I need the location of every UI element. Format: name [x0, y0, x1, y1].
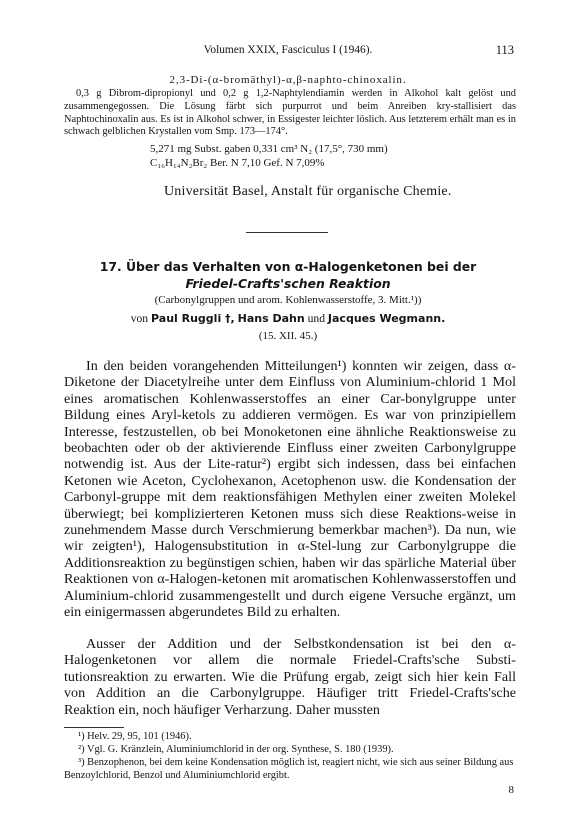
article-title-line-1: 17. Über das Verhalten von α-Halogenketonen bei der: [99, 259, 477, 274]
authors-prefix: von: [130, 312, 149, 325]
analysis-line-2: C₁₆H₁₄N₂Br₂ Ber. N 7,10 Gef. N 7,09%: [150, 157, 325, 169]
article-subtitle: (Carbonylgruppen und arom. Kohlenwasserstoffe, 3. Mitt.¹)): [154, 294, 422, 306]
analysis-line-1: 5,271 mg Subst. gaben 0,331 cm³ N₂ (17,5°, 730 mm): [150, 143, 388, 155]
paragraph-2-text: Ausser der Addition und der Selbstkondensation ist bei den α-Halogenketonen vor allem die normale Friedel-Crafts'sche Substi-tutionsreaktion zu erwarten. Wie die Prüfung ergab, zeigt sich hier kein Fall von Addition an die Carbonylgruppe. Häufiger tritt Friedel-Crafts'sche Reaktion ein, noch häufiger Verharzung. Daher mussten: [64, 636, 516, 718]
running-header: Volumen XXIX, Fasciculus I (1946).: [203, 44, 373, 56]
paragraph-1-text: In den beiden vorangehenden Mitteilungen¹) konnten wir zeigen, dass α-Diketone der Diacetylreihe unter dem Einfluss von Aluminium-chlorid 1 Mol eines aromatischen Kohlenwasserstoffes an einer Car-bonylgruppe unter Bildung eines Aryl-ketols zu addieren vermögen. Es war von prinzipiellem Interesse, festzustellen, ob bei Monoketonen eine ähnliche Reaktionsweise zu beobachten oder ob der aktivierende Einfluss einer zweiten Carbonylgruppe notwendig ist. Aus der Lite-ratur²) ergibt sich indessen, dass bei einfachen Ketonen wie Aceton, Cyclohexanon, Acetophenon usw. die Kondensation der Carbonyl-gruppe mit dem reaktionsfähigen Methylen einer zweiten Molekel überwiegt; bei komplizierteren Ketonen muss sich diese Reaktions-weise in zunehmendem Masse durch Verschmierung bemerkbar machen³). Da nun, wie wir zeigten¹), Halogensubstitution in α-Stel-lung zur Carbonylgruppe die Additionsreaktion zu begünstigen schien, haben wir das spärliche Material über Reaktionen von α-Halogen-ketonen mit aromatischen Kohlenwasserstoffen und Aluminium-chlorid zusammengestellt und durch eigene Versuche ergänzt, um ein einigermassen abgerundetes Bild zu erhalten.: [64, 358, 516, 621]
author-wegmann: Jacques Wegmann.: [327, 312, 446, 325]
section-divider: [246, 232, 328, 233]
body-paragraph-1: [64, 358, 516, 621]
footnote-rule: [64, 727, 124, 728]
received-date: (15. XII. 45.): [258, 330, 318, 342]
author-ruggli: Paul Ruggli †,: [151, 312, 235, 325]
footnote-1: ¹) Helv. 29, 95, 101 (1946).: [78, 731, 192, 742]
article-title: [0, 258, 576, 292]
signature-mark: 8: [508, 784, 514, 796]
footnote-2: ²) Vgl. G. Kränzlein, Aluminiumchlorid in der org. Synthese, S. 180 (1939).: [78, 744, 394, 755]
compound-heading: 2,3-Di-(α-bromäthyl)-α,β-naphto-chinoxalin.: [169, 74, 407, 86]
article-title-line-2: Friedel-Crafts'schen Reaktion: [185, 276, 391, 291]
footnotes: [64, 730, 516, 782]
compound-paragraph: 0,3 g Dibrom-dipropionyl und 0,2 g 1,2-Naphtylendiamin werden in Alkohol kalt gelöst und zusammengegossen. Die Lösung färbt sich purpurrot und beim Anreiben kry-stallisiert das Naphtochinoxalin aus. Es ist in Alkohol schwer, in Essigester leichter löslich. Aus letzterem erhält man es in schwach gelblichen Krystallen vom Smp. 173—174°.: [64, 88, 516, 138]
author-line: [0, 312, 576, 325]
footnote-3: ³) Benzophenon, bei dem keine Kondensation möglich ist, reagiert nicht, wie sich aus seiner Bildung aus Benzoylchlorid, Benzol und Aluminiumchlorid ergibt.: [64, 757, 514, 781]
page-number: 113: [495, 43, 514, 57]
affiliation: Universität Basel, Anstalt für organische Chemie.: [164, 184, 452, 199]
body-paragraph-2: [64, 636, 516, 718]
authors-and: und: [307, 312, 325, 325]
author-dahn: Hans Dahn: [237, 312, 305, 325]
